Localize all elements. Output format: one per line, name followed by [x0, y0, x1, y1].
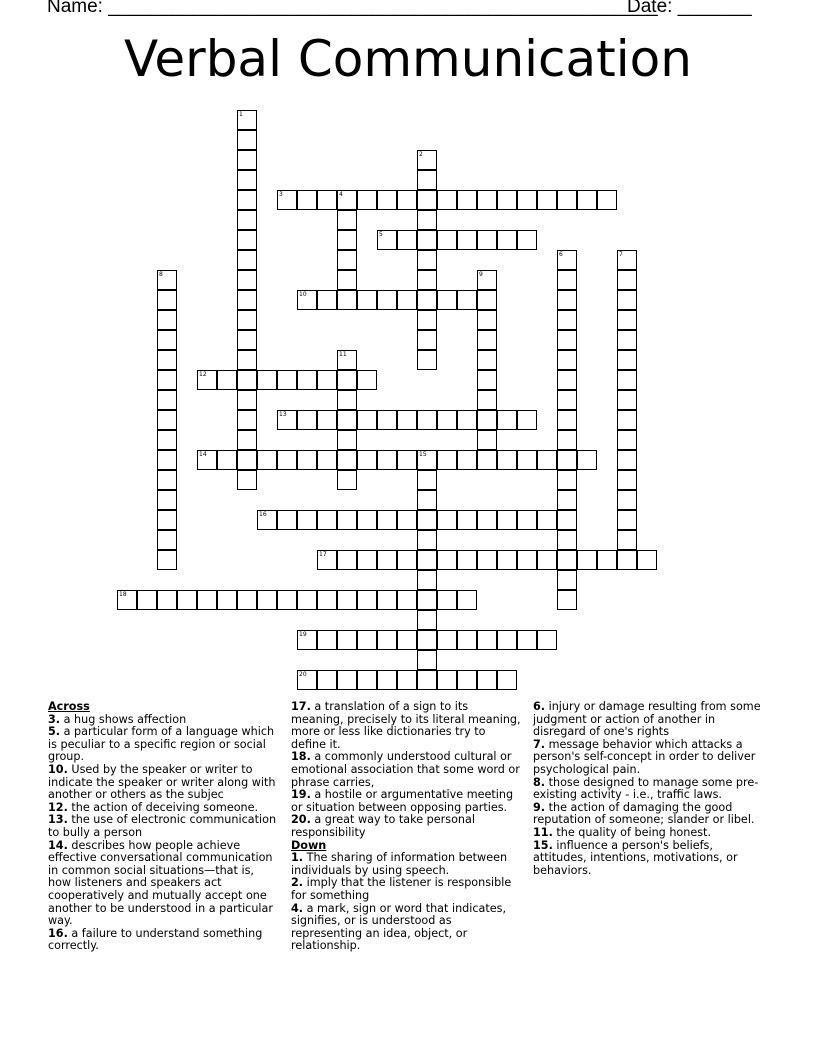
crossword-cell[interactable] — [257, 510, 277, 530]
crossword-cell[interactable] — [377, 230, 397, 250]
crossword-cell[interactable] — [317, 630, 337, 650]
crossword-cell[interactable] — [417, 350, 437, 370]
crossword-cell[interactable] — [477, 370, 497, 390]
crossword-cell[interactable] — [417, 290, 437, 310]
crossword-cell[interactable] — [617, 530, 637, 550]
crossword-cell[interactable] — [157, 590, 177, 610]
crossword-cell[interactable] — [417, 170, 437, 190]
crossword-cell[interactable] — [397, 190, 417, 210]
crossword-cell[interactable] — [557, 550, 577, 570]
crossword-cell[interactable] — [517, 410, 537, 430]
crossword-cell[interactable] — [157, 470, 177, 490]
crossword-cell[interactable] — [417, 650, 437, 670]
crossword-cell[interactable] — [457, 550, 477, 570]
crossword-cell[interactable] — [617, 270, 637, 290]
crossword-cell[interactable] — [357, 630, 377, 650]
clue-down-8: 8. those designed to manage some pre-existing activity - i.e., traffic laws. — [533, 775, 759, 802]
crossword-cell[interactable] — [197, 590, 217, 610]
crossword-cell[interactable] — [317, 590, 337, 610]
crossword-cell[interactable] — [157, 510, 177, 530]
crossword-cell[interactable] — [397, 670, 417, 690]
crossword-cell[interactable] — [557, 470, 577, 490]
crossword-cell[interactable] — [557, 390, 577, 410]
clue-number: 8 — [159, 271, 163, 278]
crossword-cell[interactable] — [237, 290, 257, 310]
crossword-cell[interactable] — [157, 390, 177, 410]
crossword-cell[interactable] — [617, 470, 637, 490]
crossword-cell[interactable] — [277, 450, 297, 470]
clue-number: 19 — [299, 631, 307, 638]
crossword-cell[interactable] — [557, 490, 577, 510]
crossword-cell[interactable] — [237, 330, 257, 350]
clue-number: 2 — [419, 151, 423, 158]
crossword-cell[interactable] — [357, 590, 377, 610]
crossword-cell[interactable] — [617, 250, 637, 270]
crossword-cell[interactable] — [477, 190, 497, 210]
crossword-cell[interactable] — [137, 590, 157, 610]
crossword-cell[interactable] — [457, 450, 477, 470]
clues-column-1 — [48, 701, 280, 953]
crossword-cell[interactable] — [337, 250, 357, 270]
crossword-cell[interactable] — [457, 630, 477, 650]
crossword-cell[interactable] — [297, 630, 317, 650]
crossword-cell[interactable] — [237, 150, 257, 170]
crossword-cell[interactable] — [517, 190, 537, 210]
crossword-cell[interactable] — [557, 310, 577, 330]
crossword-cell[interactable] — [157, 410, 177, 430]
crossword-cell[interactable] — [437, 290, 457, 310]
crossword-cell[interactable] — [257, 590, 277, 610]
crossword-cell[interactable] — [557, 450, 577, 470]
crossword-cell[interactable] — [217, 370, 237, 390]
clue-across-12: 12. the action of deceiving someone. — [48, 800, 259, 814]
crossword-cell[interactable] — [317, 550, 337, 570]
crossword-cell[interactable] — [377, 450, 397, 470]
crossword-cell[interactable] — [297, 190, 317, 210]
clue-number: 7 — [619, 251, 623, 258]
crossword-cell[interactable] — [457, 290, 477, 310]
crossword-cell[interactable] — [417, 510, 437, 530]
crossword-cell[interactable] — [537, 190, 557, 210]
crossword-cell[interactable] — [477, 390, 497, 410]
crossword-cell[interactable] — [477, 430, 497, 450]
crossword-cell[interactable] — [477, 270, 497, 290]
crossword-cell[interactable] — [337, 410, 357, 430]
crossword-cell[interactable] — [317, 410, 337, 430]
crossword-cell[interactable] — [497, 450, 517, 470]
crossword-cell[interactable] — [297, 670, 317, 690]
crossword-cell[interactable] — [417, 630, 437, 650]
clue-number: 1 — [239, 111, 243, 118]
crossword-cell[interactable] — [437, 230, 457, 250]
crossword-cell[interactable] — [477, 350, 497, 370]
crossword-cell[interactable] — [497, 410, 517, 430]
crossword-cell[interactable] — [417, 610, 437, 630]
clue-down-1: 1. The sharing of information between individuals by using speech. — [291, 851, 508, 877]
crossword-cell[interactable] — [157, 270, 177, 290]
crossword-cell[interactable] — [417, 410, 437, 430]
clue-number: 6 — [559, 251, 563, 258]
crossword-cell[interactable] — [477, 410, 497, 430]
clue-number: 17 — [319, 551, 327, 558]
crossword-cell[interactable] — [237, 410, 257, 430]
clue-number: 13 — [279, 411, 287, 418]
crossword-cell[interactable] — [377, 190, 397, 210]
crossword-cell[interactable] — [357, 510, 377, 530]
clue-across-3: 3. a hug shows affection — [48, 712, 187, 726]
crossword-cell[interactable] — [377, 410, 397, 430]
crossword-cell[interactable] — [317, 670, 337, 690]
crossword-cell[interactable] — [337, 450, 357, 470]
crossword-cell[interactable] — [477, 450, 497, 470]
crossword-cell[interactable] — [437, 590, 457, 610]
crossword-cell[interactable] — [297, 370, 317, 390]
clue-number: 12 — [199, 371, 207, 378]
crossword-cell[interactable] — [337, 210, 357, 230]
crossword-cell[interactable] — [277, 410, 297, 430]
clue-across-20: 20. a great way to take personal responsibility — [291, 813, 475, 839]
crossword-cell[interactable] — [557, 350, 577, 370]
crossword-cell[interactable] — [337, 290, 357, 310]
crossword-cell[interactable] — [417, 470, 437, 490]
crossword-cell[interactable] — [457, 410, 477, 430]
crossword-cell[interactable] — [357, 450, 377, 470]
crossword-cell[interactable] — [237, 470, 257, 490]
crossword-cell[interactable] — [237, 430, 257, 450]
crossword-cell[interactable] — [537, 550, 557, 570]
crossword-cell[interactable] — [517, 230, 537, 250]
crossword-cell[interactable] — [157, 290, 177, 310]
crossword-cell[interactable] — [437, 630, 457, 650]
clue-across-17: 17. a translation of a sign to its meaning, precisely to its literal meaning, more or less like dictionaries try to define it. — [291, 700, 521, 751]
crossword-cell[interactable] — [577, 190, 597, 210]
clue-down-6: 6. injury or damage resulting from some judgment or action of another in disregard of one's rights — [533, 700, 761, 739]
crossword-cell[interactable] — [497, 630, 517, 650]
crossword-cell[interactable] — [417, 230, 437, 250]
crossword-cell[interactable] — [317, 290, 337, 310]
crossword-cell[interactable] — [377, 670, 397, 690]
crossword-cell[interactable] — [417, 530, 437, 550]
crossword-cell[interactable] — [237, 350, 257, 370]
clue-number: 10 — [299, 291, 307, 298]
crossword-cell[interactable] — [437, 190, 457, 210]
crossword-cell[interactable] — [277, 510, 297, 530]
crossword-cell[interactable] — [457, 590, 477, 610]
crossword-cell[interactable] — [337, 670, 357, 690]
crossword-cell[interactable] — [557, 430, 577, 450]
crossword-cell[interactable] — [217, 450, 237, 470]
crossword-cell[interactable] — [537, 450, 557, 470]
crossword-cell[interactable] — [157, 450, 177, 470]
clues-column-2 — [291, 701, 523, 953]
crossword-cell[interactable] — [617, 290, 637, 310]
crossword-cell[interactable] — [557, 250, 577, 270]
crossword-cell[interactable] — [377, 590, 397, 610]
crossword-cell[interactable] — [497, 190, 517, 210]
crossword-cell[interactable] — [577, 450, 597, 470]
crossword-cell[interactable] — [237, 590, 257, 610]
clue-number: 14 — [199, 451, 207, 458]
crossword-cell[interactable] — [117, 590, 137, 610]
crossword-cell[interactable] — [437, 550, 457, 570]
crossword-cell[interactable] — [537, 630, 557, 650]
crossword-cell[interactable] — [557, 410, 577, 430]
clue-across-14: 14. describes how people achieve effective conversational communication in common social situations—that is, how listeners and speakers act cooperatively and mutually accept one another to be understood in a particular way. — [48, 838, 273, 928]
crossword-cell[interactable] — [517, 510, 537, 530]
crossword-cell[interactable] — [337, 390, 357, 410]
crossword-cell[interactable] — [157, 310, 177, 330]
crossword-cell[interactable] — [557, 510, 577, 530]
down-heading: Down — [291, 838, 327, 852]
crossword-cell[interactable] — [617, 450, 637, 470]
crossword-cell[interactable] — [237, 230, 257, 250]
crossword-cell[interactable] — [477, 510, 497, 530]
clue-across-5: 5. a particular form of a language which is peculiar to a specific region or social group. — [48, 725, 275, 764]
crossword-cell[interactable] — [277, 190, 297, 210]
crossword-cell[interactable] — [597, 190, 617, 210]
crossword-cell[interactable] — [517, 450, 537, 470]
crossword-cell[interactable] — [357, 370, 377, 390]
crossword-cell[interactable] — [417, 550, 437, 570]
crossword-cell[interactable] — [497, 230, 517, 250]
crossword-cell[interactable] — [517, 630, 537, 650]
crossword-cell[interactable] — [577, 550, 597, 570]
clue-across-19: 19. a hostile or argumentative meeting or situation between opposing parties. — [291, 788, 514, 814]
crossword-cell[interactable] — [417, 590, 437, 610]
crossword-cell[interactable] — [457, 230, 477, 250]
crossword-cell[interactable] — [397, 630, 417, 650]
crossword-cell[interactable] — [337, 190, 357, 210]
name-field[interactable]: Name: ____________________________________________________ — [47, 0, 658, 17]
crossword-cell[interactable] — [337, 630, 357, 650]
crossword-cell[interactable] — [317, 190, 337, 210]
crossword-cell[interactable] — [337, 590, 357, 610]
crossword-cell[interactable] — [357, 190, 377, 210]
crossword-cell[interactable] — [377, 290, 397, 310]
crossword-cell[interactable] — [477, 290, 497, 310]
crossword-cell[interactable] — [337, 430, 357, 450]
clue-number: 9 — [479, 271, 483, 278]
crossword-cell[interactable] — [417, 150, 437, 170]
crossword-cell[interactable] — [457, 510, 477, 530]
crossword-cell[interactable] — [357, 290, 377, 310]
crossword-cell[interactable] — [617, 410, 637, 430]
crossword-cell[interactable] — [637, 550, 657, 570]
crossword-cell[interactable] — [437, 410, 457, 430]
crossword-cell[interactable] — [497, 550, 517, 570]
crossword-cell[interactable] — [337, 470, 357, 490]
crossword-cell[interactable] — [417, 270, 437, 290]
crossword-cell[interactable] — [397, 510, 417, 530]
crossword-cell[interactable] — [237, 190, 257, 210]
crossword-cell[interactable] — [357, 410, 377, 430]
crossword-cell[interactable] — [157, 550, 177, 570]
crossword-cell[interactable] — [277, 590, 297, 610]
crossword-cell[interactable] — [617, 490, 637, 510]
clues-column-3 — [533, 701, 765, 877]
crossword-cell[interactable] — [197, 370, 217, 390]
crossword-cell[interactable] — [417, 210, 437, 230]
clue-number: 15 — [419, 451, 427, 458]
crossword-cell[interactable] — [617, 370, 637, 390]
crossword-cell[interactable] — [157, 530, 177, 550]
crossword-cell[interactable] — [497, 670, 517, 690]
clue-across-18: 18. a commonly understood cultural or emotional association that some word or phrase carries, — [291, 750, 520, 789]
clue-number: 5 — [379, 231, 383, 238]
crossword-cell[interactable] — [457, 670, 477, 690]
clue-number: 16 — [259, 511, 267, 518]
crossword-cell[interactable] — [477, 330, 497, 350]
crossword-cell[interactable] — [157, 490, 177, 510]
crossword-cell[interactable] — [537, 510, 557, 530]
crossword-cell[interactable] — [557, 530, 577, 550]
crossword-cell[interactable] — [157, 430, 177, 450]
crossword-cell[interactable] — [377, 510, 397, 530]
crossword-cell[interactable] — [157, 330, 177, 350]
crossword-cell[interactable] — [397, 590, 417, 610]
crossword-cell[interactable] — [477, 310, 497, 330]
crossword-cell[interactable] — [217, 590, 237, 610]
clue-down-4: 4. a mark, sign or word that indicates, signifies, or is understood as representing an idea, object, or relationship. — [291, 901, 507, 953]
clue-down-7: 7. message behavior which attacks a person's self-concept in order to deliver psychological pain. — [533, 737, 756, 776]
crossword-cell[interactable] — [337, 350, 357, 370]
clue-number: 11 — [339, 351, 347, 358]
crossword-cell[interactable] — [417, 450, 437, 470]
clue-number: 18 — [119, 591, 127, 598]
crossword-cell[interactable] — [157, 350, 177, 370]
crossword-cell[interactable] — [337, 230, 357, 250]
crossword-cell[interactable] — [197, 450, 217, 470]
crossword-cell[interactable] — [297, 590, 317, 610]
crossword-cell[interactable] — [397, 410, 417, 430]
crossword-cell[interactable] — [557, 190, 577, 210]
crossword-cell[interactable] — [397, 290, 417, 310]
crossword-cell[interactable] — [517, 550, 537, 570]
crossword-cell[interactable] — [337, 510, 357, 530]
crossword-cell[interactable] — [317, 510, 337, 530]
crossword-cell[interactable] — [417, 490, 437, 510]
crossword-cell[interactable] — [237, 130, 257, 150]
crossword-cell[interactable] — [477, 230, 497, 250]
crossword-cell[interactable] — [237, 310, 257, 330]
crossword-cell[interactable] — [237, 390, 257, 410]
crossword-cell[interactable] — [337, 370, 357, 390]
crossword-cell[interactable] — [597, 550, 617, 570]
crossword-cell[interactable] — [397, 230, 417, 250]
crossword-cell[interactable] — [557, 330, 577, 350]
date-field[interactable]: Date: _______ — [627, 0, 752, 17]
crossword-cell[interactable] — [557, 370, 577, 390]
clue-across-10: 10. Used by the speaker or writer to indicate the speaker or writer along with another or others as the subjec — [48, 762, 276, 802]
crossword-cell[interactable] — [297, 450, 317, 470]
clue-down-2: 2. imply that the listener is responsible for something — [291, 876, 512, 902]
crossword-cell[interactable] — [617, 390, 637, 410]
crossword-cell[interactable] — [557, 270, 577, 290]
crossword-cell[interactable] — [237, 450, 257, 470]
crossword-cell[interactable] — [397, 450, 417, 470]
crossword-cell[interactable] — [417, 570, 437, 590]
crossword-cell[interactable] — [297, 410, 317, 430]
crossword-cell[interactable] — [277, 370, 297, 390]
crossword-cell[interactable] — [317, 370, 337, 390]
crossword-cell[interactable] — [557, 570, 577, 590]
crossword-cell[interactable] — [437, 450, 457, 470]
crossword-cell[interactable] — [337, 550, 357, 570]
crossword-cell[interactable] — [557, 590, 577, 610]
crossword-cell[interactable] — [257, 450, 277, 470]
crossword-cell[interactable] — [377, 630, 397, 650]
crossword-cell[interactable] — [417, 670, 437, 690]
crossword-cell[interactable] — [237, 170, 257, 190]
crossword-cell[interactable] — [397, 550, 417, 570]
crossword-cell[interactable] — [237, 370, 257, 390]
crossword-cell[interactable] — [317, 450, 337, 470]
crossword-cell[interactable] — [297, 290, 317, 310]
crossword-cell[interactable] — [377, 550, 397, 570]
crossword-cell[interactable] — [617, 510, 637, 530]
clue-number: 4 — [339, 191, 343, 198]
crossword-cell[interactable] — [497, 510, 517, 530]
clue-down-9: 9. the action of damaging the good reputation of someone; slander or libel. — [533, 800, 755, 827]
crossword-cell[interactable] — [477, 550, 497, 570]
crossword-cell[interactable] — [557, 290, 577, 310]
clue-across-13: 13. the use of electronic communication to bully a person — [48, 813, 277, 839]
crossword-cell[interactable] — [477, 630, 497, 650]
crossword-cell[interactable] — [417, 310, 437, 330]
crossword-cell[interactable] — [237, 250, 257, 270]
crossword-cell[interactable] — [237, 210, 257, 230]
crossword-cell[interactable] — [617, 430, 637, 450]
clue-number: 3 — [279, 191, 283, 198]
crossword-cell[interactable] — [237, 110, 257, 130]
crossword-cell[interactable] — [457, 190, 477, 210]
crossword-cell[interactable] — [477, 670, 497, 690]
crossword-cell[interactable] — [437, 670, 457, 690]
crossword-cell[interactable] — [157, 370, 177, 390]
crossword-cell[interactable] — [357, 670, 377, 690]
crossword-cell[interactable] — [177, 590, 197, 610]
crossword-cell[interactable] — [617, 310, 637, 330]
crossword-cell[interactable] — [417, 330, 437, 350]
crossword-cell[interactable] — [357, 550, 377, 570]
crossword-cell[interactable] — [617, 350, 637, 370]
crossword-cell[interactable] — [617, 550, 637, 570]
across-heading: Across — [48, 700, 90, 713]
clue-down-15: 15. influence a person's beliefs, attitudes, intentions, motivations, or behaviors. — [533, 838, 738, 877]
crossword-cell[interactable] — [417, 190, 437, 210]
crossword-cell[interactable] — [237, 270, 257, 290]
crossword-cell[interactable] — [297, 510, 317, 530]
clue-number: 20 — [299, 671, 307, 678]
crossword-cell[interactable] — [257, 370, 277, 390]
clue-down-11: 11. the quality of being honest. — [533, 825, 711, 839]
crossword-cell[interactable] — [617, 330, 637, 350]
page-title: Verbal Communication — [124, 30, 692, 88]
crossword-cell[interactable] — [337, 270, 357, 290]
clue-across-16: 16. a failure to understand something correctly. — [48, 926, 263, 953]
crossword-cell[interactable] — [437, 510, 457, 530]
crossword-cell[interactable] — [417, 250, 437, 270]
